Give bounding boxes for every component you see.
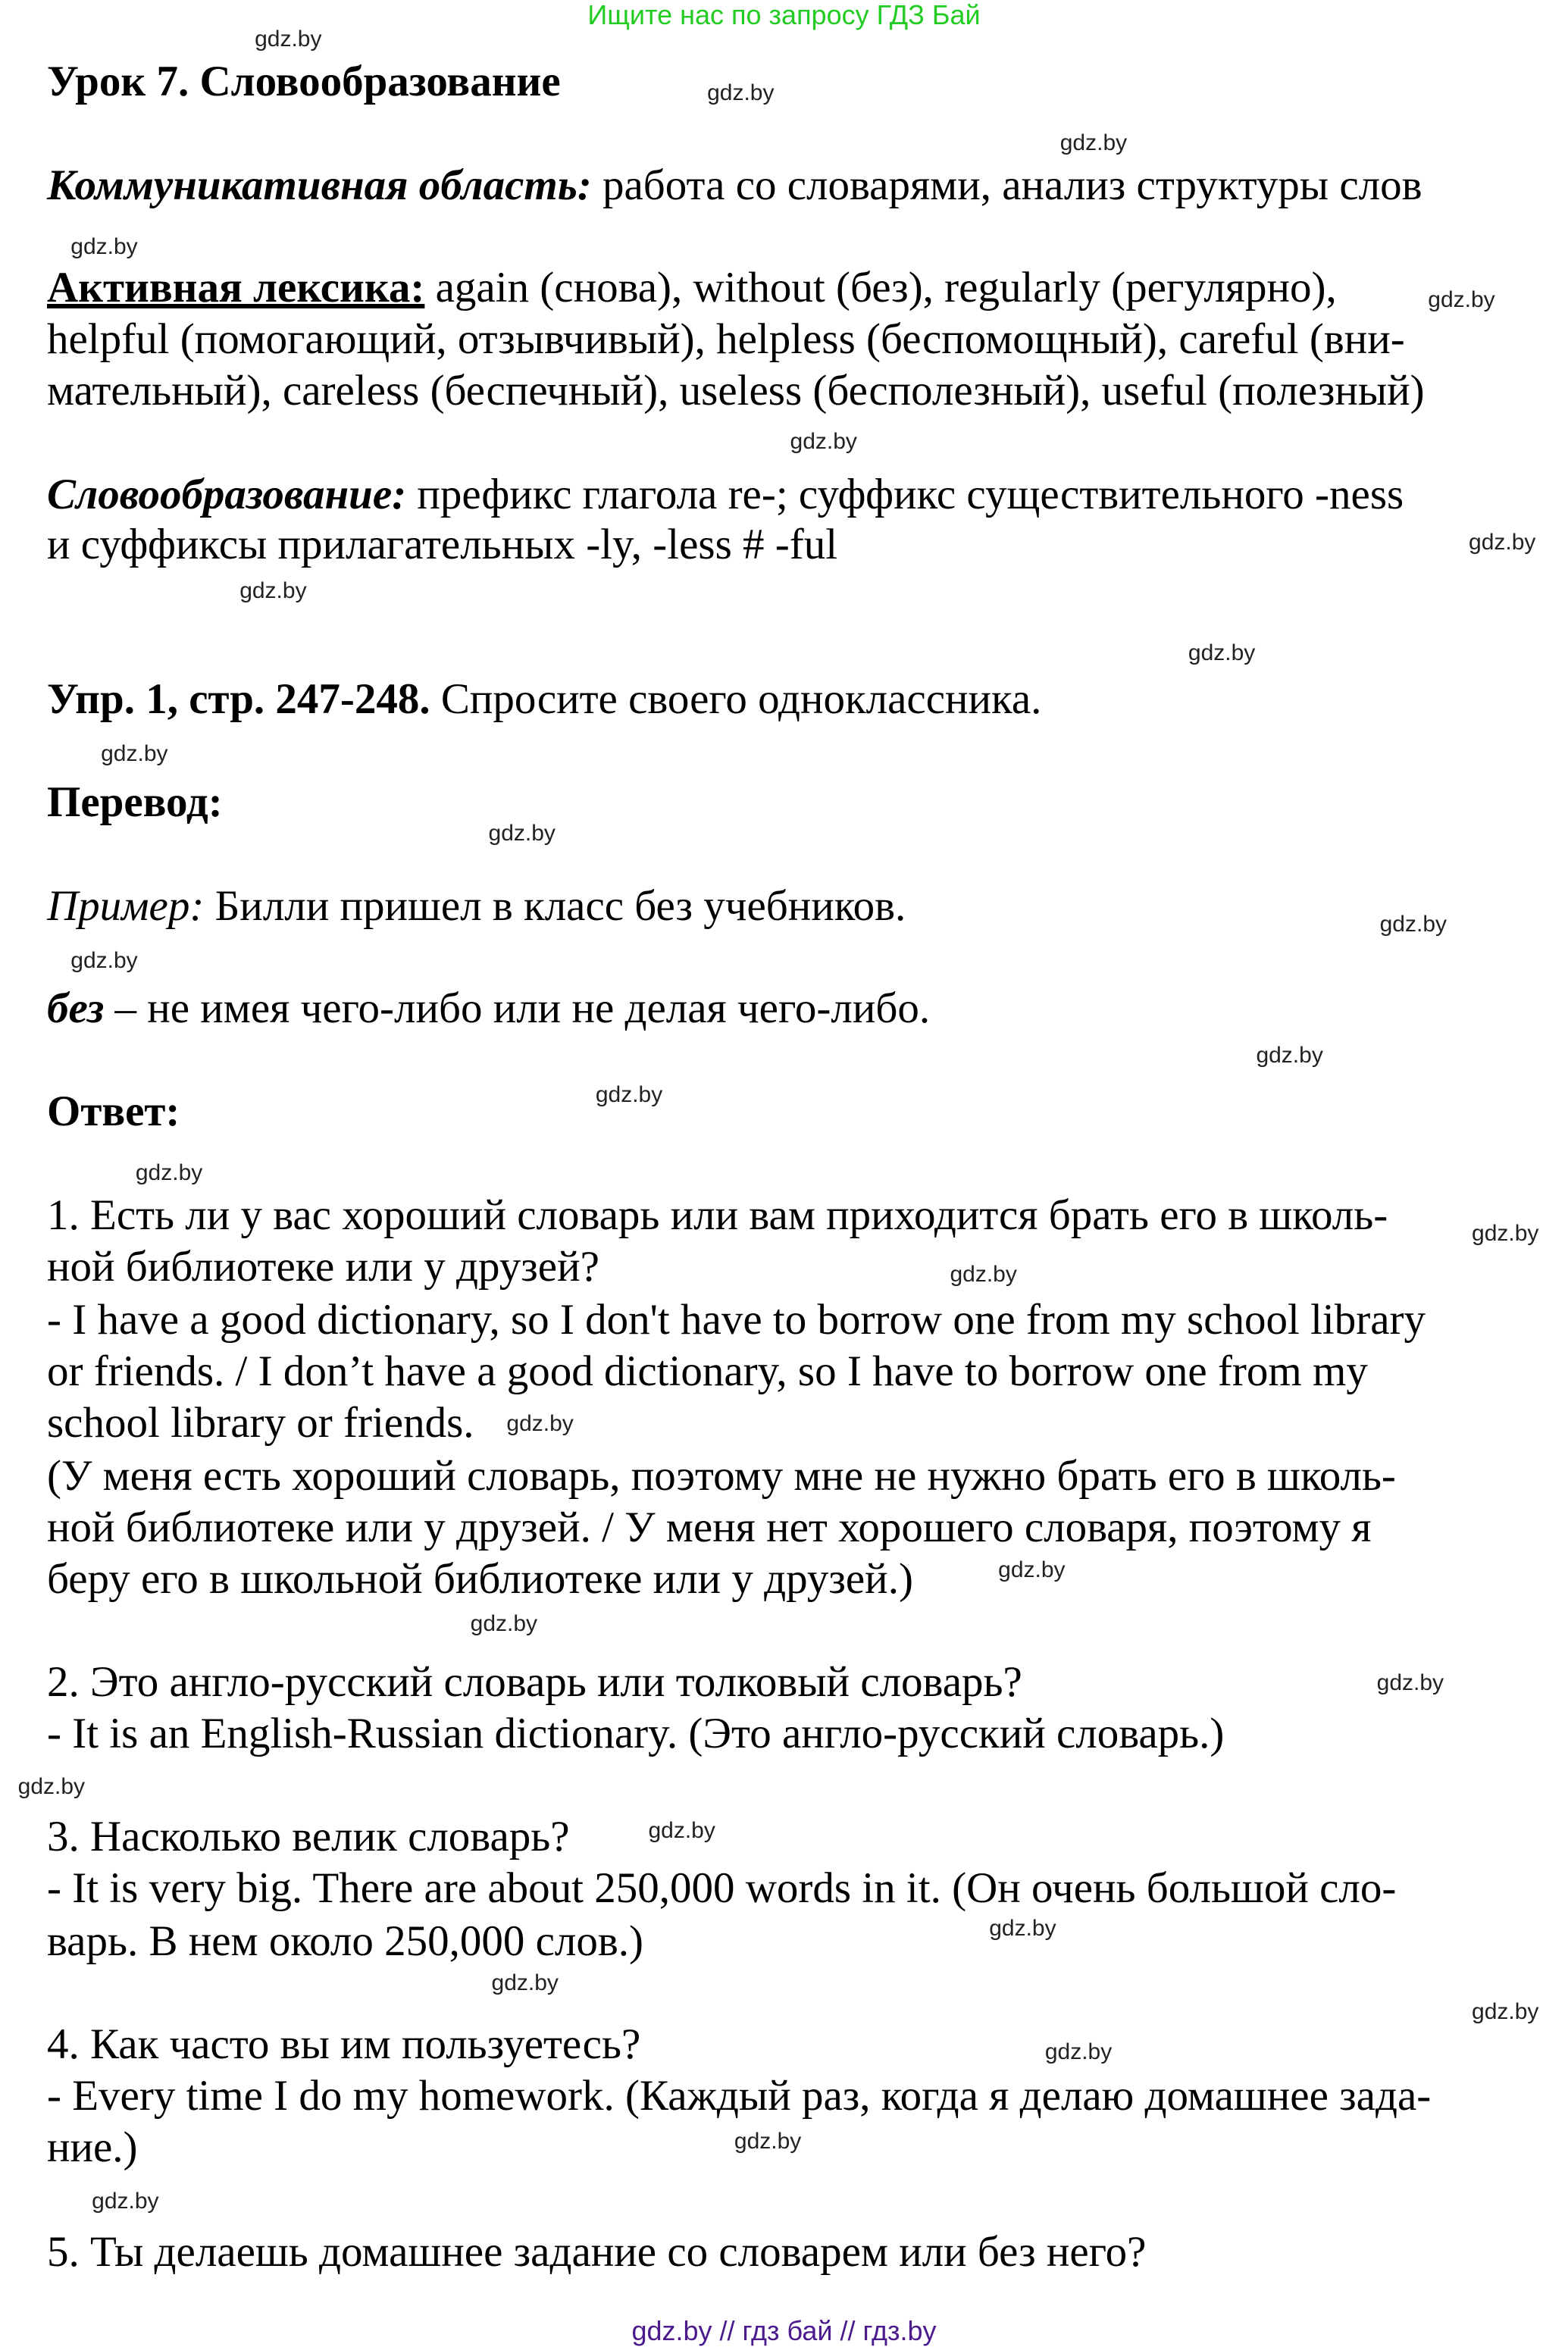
- answer-line: school library or friends.: [47, 1399, 474, 1447]
- communicative-area: [47, 160, 1422, 211]
- answer-line: - Every time I do my homework. (Каждый раз, когда я делаю домашнее зада-: [47, 2072, 1432, 2120]
- watermark: gdz.by: [1059, 130, 1128, 155]
- watermark: gdz.by: [255, 26, 322, 52]
- watermark: gdz.by: [1469, 530, 1536, 555]
- answer-line: or friends. / I don’t have a good dictionary, so I have to borrow one from my: [47, 1347, 1368, 1395]
- footer-links[interactable]: gdz.by // гдз бай // гдз.by: [631, 2315, 937, 2346]
- watermark: gdz.by: [239, 578, 307, 604]
- answer-line: 1. Есть ли у вас хороший словарь или вам приходится брать его в школь-: [47, 1191, 1388, 1239]
- word-formation-label: Словообразование:: [47, 471, 407, 518]
- word-formation-line-1: [47, 469, 1404, 521]
- answer-line: - It is an English-Russian dictionary. (Это англо-русский словарь.): [47, 1710, 1225, 1757]
- watermark: gdz.by: [595, 1081, 663, 1107]
- example-text: Билли пришел в класс без учебников.: [204, 882, 906, 930]
- search-banner[interactable]: Ищите нас по запросу ГДЗ Бай: [587, 0, 981, 30]
- answer-line: варь. В нем около 250,000 слов.): [47, 1917, 643, 1965]
- watermark: gdz.by: [648, 1817, 715, 1843]
- example-line: [47, 881, 906, 932]
- answer-line: - It is very big. There are about 250,000 words in it. (Он очень большой сло-: [47, 1864, 1397, 1912]
- communicative-label: Коммуникативная область:: [47, 161, 592, 209]
- answer-line: 5. Ты делаешь домашнее задание со словарем или без него?: [47, 2228, 1147, 2276]
- example-label: Пример:: [47, 882, 205, 930]
- page-title: Урок 7. Словообразование: [47, 58, 561, 105]
- watermark: gdz.by: [950, 1261, 1017, 1287]
- watermark: gdz.by: [1472, 1220, 1539, 1246]
- vocab-text: again (снова), without (без), regularly (регулярно),: [424, 264, 1337, 311]
- watermark: gdz.by: [491, 1970, 559, 1995]
- watermark: gdz.by: [470, 1611, 538, 1637]
- active-vocab-line-2: helpful (помогающий, отзывчивый), helpless (беспомощный), careful (вни-: [47, 315, 1405, 363]
- communicative-text: работа со словарями, анализ структуры слов: [591, 161, 1422, 209]
- active-vocab-line-1: [47, 262, 1337, 314]
- watermark: gdz.by: [790, 429, 857, 455]
- watermark: gdz.by: [506, 1410, 574, 1436]
- watermark: gdz.by: [1472, 1998, 1539, 2024]
- answer-line: (У меня есть хороший словарь, поэтому мне не нужно брать его в школь-: [47, 1452, 1396, 1500]
- translation-heading: Перевод:: [47, 778, 223, 826]
- bez-definition: [47, 983, 930, 1034]
- watermark: gdz.by: [1428, 287, 1495, 312]
- answer-line: - I have a good dictionary, so I don't have to borrow one from my school library: [47, 1296, 1426, 1344]
- watermark: gdz.by: [1379, 911, 1448, 937]
- active-vocab-line-3: мательный), careless (беспечный), useless (бесполезный), useful (полезный): [47, 367, 1425, 415]
- answer-line: ной библиотеке или у друзей?: [47, 1243, 599, 1291]
- answer-line: ной библиотеке или у друзей. / У меня нет хорошего словаря, поэтому я: [47, 1504, 1372, 1551]
- watermark: gdz.by: [707, 80, 775, 106]
- bez-label: без: [47, 984, 105, 1032]
- bez-text: – не имея чего-либо или не делая чего-либо.: [104, 984, 931, 1032]
- exercise-label: Упр. 1, стр. 247-248.: [47, 675, 430, 723]
- watermark: gdz.by: [1188, 640, 1256, 665]
- watermark: gdz.by: [70, 234, 138, 260]
- watermark: gdz.by: [92, 2189, 159, 2214]
- watermark: gdz.by: [488, 821, 556, 846]
- word-formation-line-2: и суффиксы прилагательных -ly, -less # -ful: [47, 521, 838, 568]
- watermark: gdz.by: [135, 1160, 203, 1186]
- answer-heading: Ответ:: [47, 1087, 180, 1135]
- active-vocab-label: Активная лексика:: [47, 264, 425, 311]
- answer-line: ние.): [47, 2123, 138, 2171]
- watermark: gdz.by: [734, 2128, 802, 2154]
- watermark: gdz.by: [1044, 2039, 1113, 2065]
- watermark: gdz.by: [1256, 1043, 1323, 1068]
- answer-line: беру его в школьной библиотеке или у друзей.): [47, 1555, 913, 1603]
- exercise-text: Спросите своего одноклассника.: [430, 675, 1042, 723]
- answer-line: 2. Это англо-русский словарь или толковый словарь?: [47, 1658, 1022, 1706]
- answer-line: 4. Как часто вы им пользуетесь?: [47, 2020, 641, 2068]
- answer-line: 3. Насколько велик словарь?: [47, 1813, 570, 1860]
- exercise-heading: [47, 674, 1041, 725]
- watermark: gdz.by: [1376, 1669, 1444, 1695]
- watermark: gdz.by: [17, 1774, 86, 1800]
- watermark: gdz.by: [70, 947, 138, 973]
- watermark: gdz.by: [989, 1916, 1056, 1942]
- watermark: gdz.by: [101, 741, 168, 766]
- watermark: gdz.by: [998, 1557, 1066, 1582]
- word-formation-text: префикс глагола re-; суффикс существительного -ness: [406, 471, 1404, 518]
